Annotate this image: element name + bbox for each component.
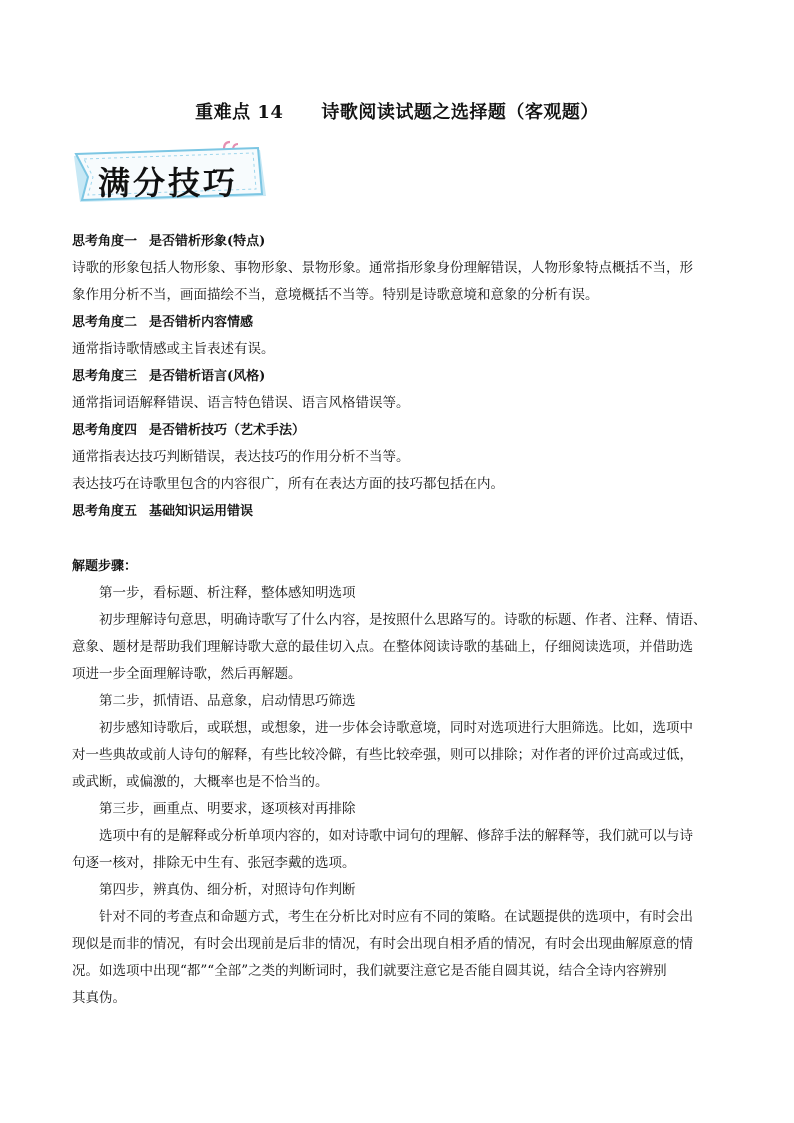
banner-text: 满分技巧 <box>98 164 239 202</box>
angle-text-line: 表达技巧在诗歌里包含的内容很广，所有在表达方面的技巧都包括在内。 <box>72 476 504 492</box>
step-text-line: 项进一步全面理解诗歌，然后再解题。 <box>72 666 302 682</box>
main-content <box>72 228 732 1012</box>
step-text-line: 初步感知诗歌后，或联想，或想象，进一步体会诗歌意境，同时对选项进行大胆筛选。比如，选项中 <box>99 720 693 736</box>
step-text-line: 选项中有的是解释或分析单项内容的，如对诗歌中词句的理解、修辞手法的解释等，我们就可以与诗 <box>99 828 693 844</box>
step-heading: 第三步，画重点、明要求，逐项核对再排除 <box>99 801 356 817</box>
step-heading: 第一步，看标题、析注释，整体感知明选项 <box>99 585 356 601</box>
title-main: 诗歌阅读试题之选择题（客观题） <box>321 102 599 123</box>
angle-text-line: 通常指诗歌情感或主旨表述有误。 <box>72 341 275 357</box>
steps-title: 解题步骤： <box>72 559 138 574</box>
title-prefix: 重难点 14 <box>195 102 284 123</box>
step-text-line: 意象、题材是帮助我们理解诗歌大意的最佳切入点。在整体阅读诗歌的基础上，仔细阅读选项，并借助选 <box>72 639 693 655</box>
angle-heading: 思考角度一 是否错析形象(特点) <box>72 234 266 249</box>
step-text-line: 其真伪。 <box>72 990 126 1006</box>
step-heading: 第四步，辨真伪、细分析，对照诗句作判断 <box>99 882 356 898</box>
step-text-line: 初步理解诗句意思，明确诗歌写了什么内容，是按照什么思路写的。诗歌的标题、作者、注释、情语、 <box>99 612 707 628</box>
step-text-line: 或武断，或偏激的，大概率也是不恰当的。 <box>72 774 329 790</box>
step-heading: 第二步，抓情语、品意象，启动情思巧筛选 <box>99 693 356 709</box>
angle-text-line: 象作用分析不当，画面描绘不当，意境概括不当等。特别是诗歌意境和意象的分析有误。 <box>72 287 599 303</box>
step-text-line: 对一些典故或前人诗句的解释，有些比较冷僻，有些比较牵强，则可以排除；对作者的评价过高或过低， <box>72 747 693 763</box>
banner <box>70 140 270 210</box>
step-text-line: 况。如选项中出现“都”“全部”之类的判断词时，我们就要注意它是否能自圆其说，结合全诗内容辨别 <box>72 963 667 979</box>
angle-heading: 思考角度二 是否错析内容情感 <box>72 315 254 330</box>
angle-text-line: 诗歌的形象包括人物形象、事物形象、景物形象。通常指形象身份理解错误，人物形象特点概括不当，形 <box>72 260 693 276</box>
step-text-line: 句逐一核对，排除无中生有、张冠李戴的选项。 <box>72 855 356 871</box>
angle-heading: 思考角度三 是否错析语言(风格) <box>72 369 266 384</box>
angle-text-line: 通常指表达技巧判断错误，表达技巧的作用分析不当等。 <box>72 449 410 465</box>
page-title <box>0 98 794 124</box>
step-text-line: 现似是而非的情况，有时会出现前是后非的情况，有时会出现自相矛盾的情况，有时会出现曲解原意的情 <box>72 936 693 952</box>
section-gap <box>72 525 732 553</box>
angle-text-line: 通常指词语解释错误、语言特色错误、语言风格错误等。 <box>72 395 410 411</box>
angle-heading: 思考角度五 基础知识运用错误 <box>72 504 254 519</box>
angle-heading: 思考角度四 是否错析技巧（艺术手法） <box>72 423 306 438</box>
step-text-line: 针对不同的考查点和命题方式，考生在分析比对时应有不同的策略。在试题提供的选项中，有时会出 <box>99 909 693 925</box>
